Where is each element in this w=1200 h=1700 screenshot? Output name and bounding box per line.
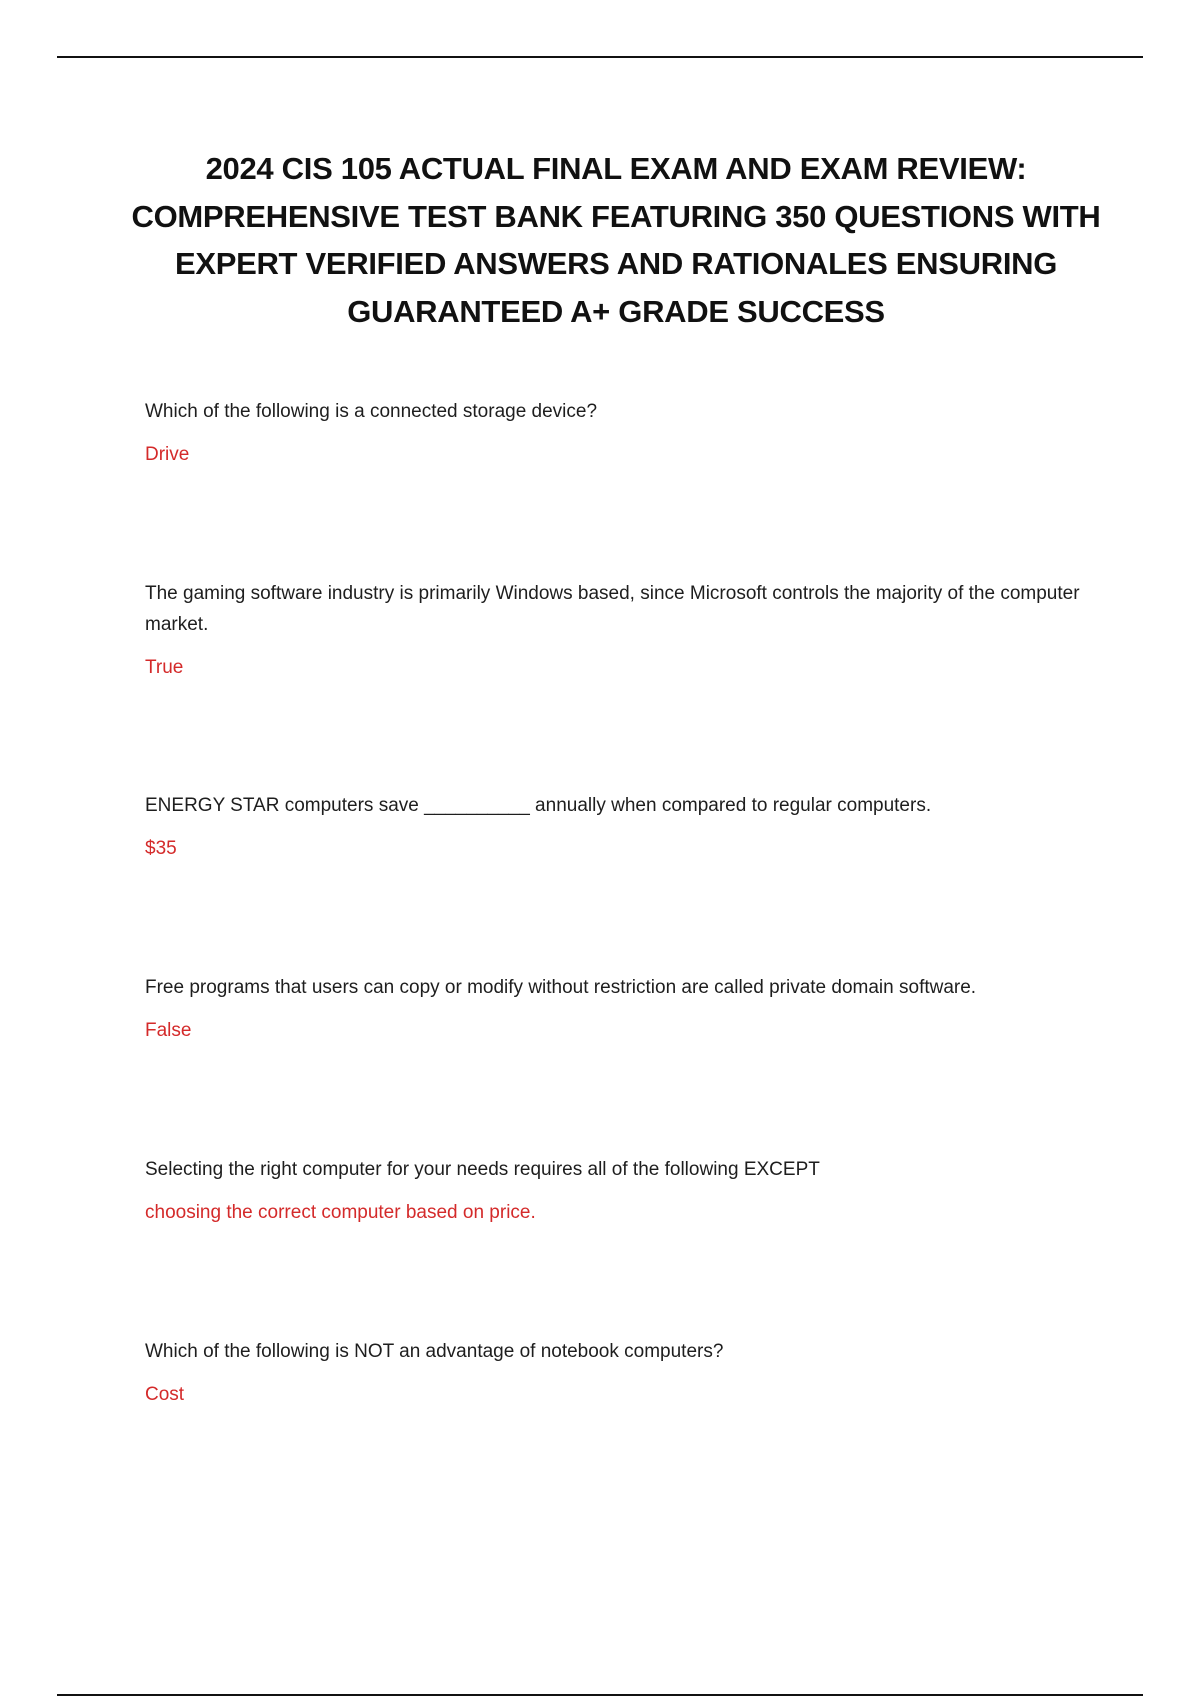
answer-text: True xyxy=(145,657,184,678)
question-block xyxy=(145,396,1085,469)
question-text: Selecting the right computer for your needs requires all of the following EXCEPT xyxy=(145,1159,820,1180)
answer-text: Cost xyxy=(145,1384,185,1405)
header-rule xyxy=(57,56,1143,58)
document-title: 2024 CIS 105 ACTUAL FINAL EXAM AND EXAM REVIEW: COMPREHENSIVE TEST BANK FEATURING 350 QUESTIONS WITH EXPERT VERIFIED ANSWERS AND RATIONALES ENSURING GUARANTEED A+ GRADE SUCCESS xyxy=(131,151,1101,329)
question-block xyxy=(145,790,1085,863)
question-text: ENERGY STAR computers save __________ annually when compared to regular computers. xyxy=(145,795,932,816)
answer-text: False xyxy=(145,1020,192,1041)
answer-text: $35 xyxy=(145,838,177,859)
question-text: Free programs that users can copy or modify without restriction are called private domain software. xyxy=(145,977,977,998)
question-block xyxy=(145,578,1085,682)
question-text: Which of the following is NOT an advantage of notebook computers? xyxy=(145,1341,724,1362)
answer-text: choosing the correct computer based on price. xyxy=(145,1202,536,1223)
question-text: The gaming software industry is primarily Windows based, since Microsoft controls the majority of the computer market. xyxy=(145,583,1080,635)
question-block xyxy=(145,972,1085,1045)
question-text: Which of the following is a connected storage device? xyxy=(145,401,598,422)
answer-text: Drive xyxy=(145,444,190,465)
question-block xyxy=(145,1154,1085,1227)
footer-rule xyxy=(57,1694,1143,1696)
question-block xyxy=(145,1336,1085,1409)
